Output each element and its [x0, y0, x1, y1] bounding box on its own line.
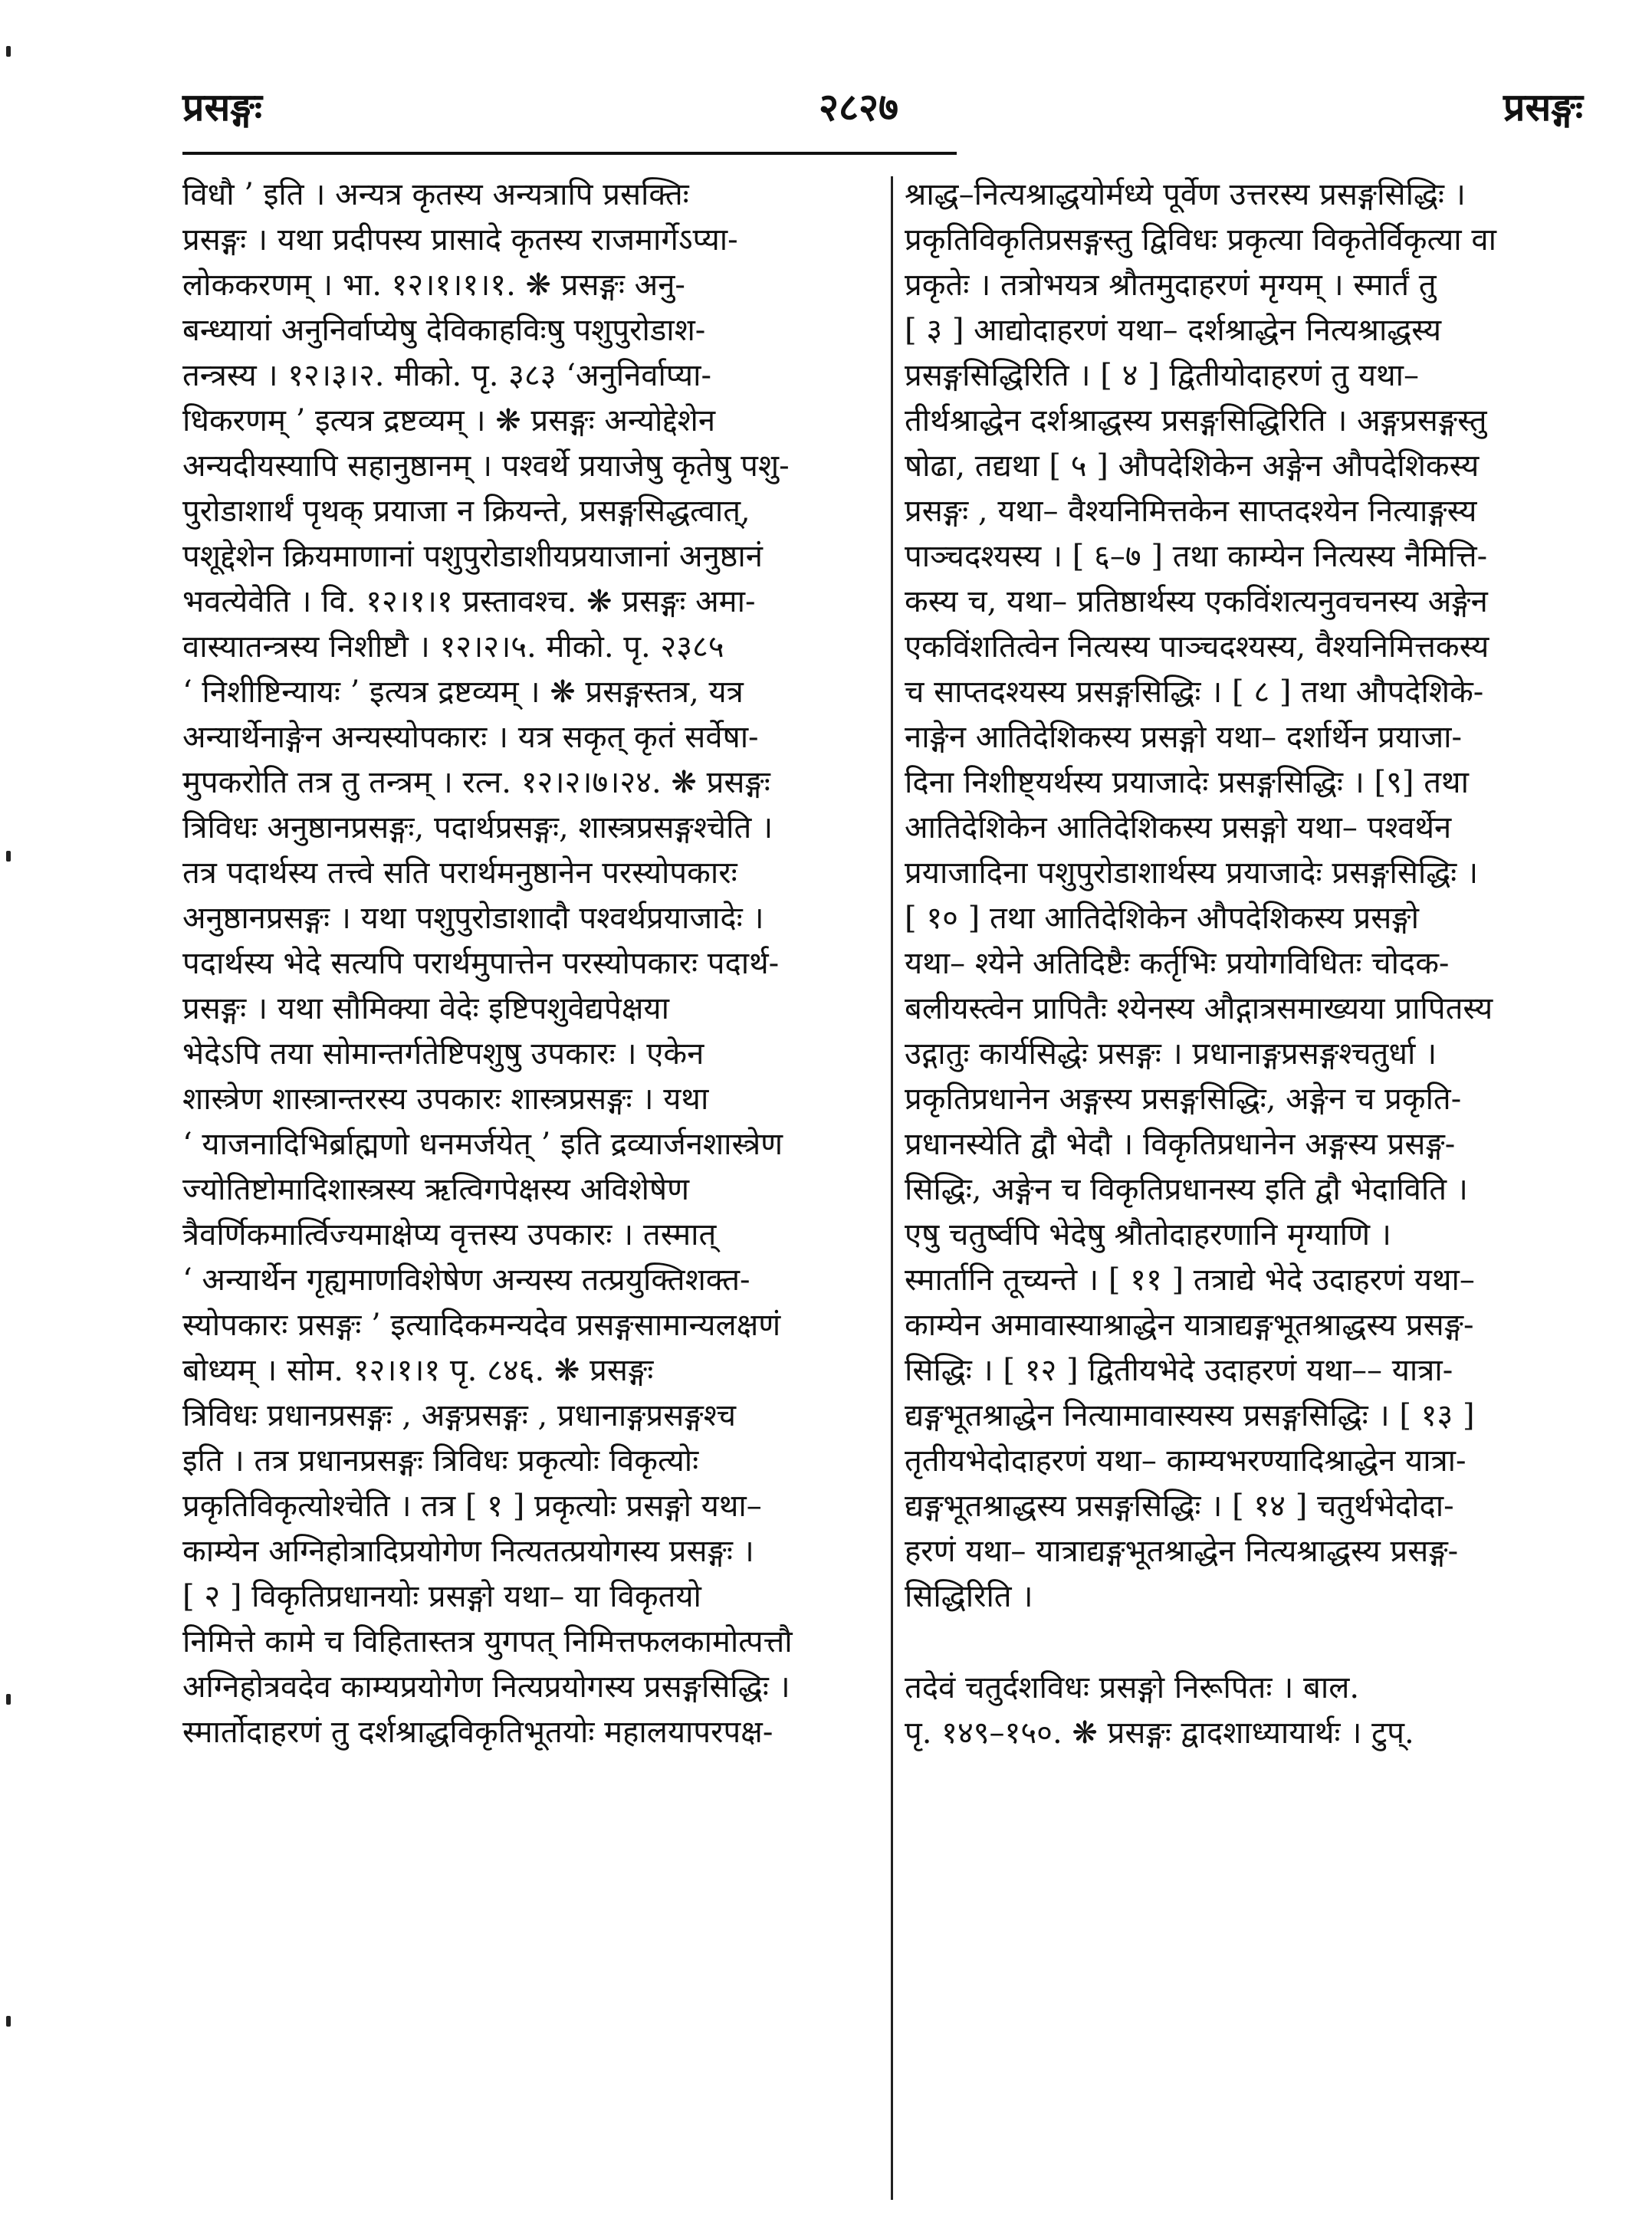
- text-line: आतिदेशिकेन आतिदेशिकस्य प्रसङ्गो यथा– पश्वर्थेन: [905, 810, 1452, 845]
- text-line: मुपकरोति तत्र तु तन्त्रम् । रत्न. १२।२।७।२४. ❋ प्रसङ्गः: [182, 765, 770, 800]
- text-line: काम्येन अग्निहोत्रादिप्रयोगेण नित्यतत्प्रयोगस्य प्रसङ्गः ।: [182, 1534, 754, 1569]
- text-line: निमित्ते कामे च विहितास्तत्र युगपत् निमित्तफलकामोत्पत्तौ: [182, 1624, 793, 1659]
- text-line: नाङ्गेन आतिदेशिकस्य प्रसङ्गो यथा– दर्शार्थेन प्रयाजा-: [905, 720, 1463, 755]
- text-line: द्यङ्गभूतश्राद्धेन नित्यामावास्यस्य प्रसङ्गसिद्धिः । [ १३ ]: [905, 1398, 1475, 1433]
- text-line: बन्ध्यायां अनुनिर्वाप्येषु देविकाहविःषु पशुपुरोडाश-: [182, 313, 706, 348]
- text-line: प्रकृतिप्रधानेन अङ्गस्य प्रसङ्गसिद्धिः, अङ्गेन च प्रकृति-: [905, 1082, 1462, 1117]
- text-line: त्रिविधः अनुष्ठानप्रसङ्गः, पदार्थप्रसङ्गः, शास्त्रप्रसङ्गश्चेति ।: [182, 810, 773, 845]
- text-line: [ ३ ] आद्योदाहरणं यथा– दर्शश्राद्धेन नित्यश्राद्धस्य: [905, 313, 1442, 348]
- text-line: तत्र पदार्थस्य तत्त्वे सति परार्थमनुष्ठानेन परस्योपकारः: [182, 855, 737, 891]
- header-rule: [182, 152, 957, 155]
- text-line: सिद्धिः । [ १२ ] द्वितीयभेदे उदाहरणं यथा–– यात्रा-: [905, 1353, 1453, 1388]
- text-line: काम्येन अमावास्याश्राद्धेन यात्राद्यङ्गभूतश्राद्धस्य प्रसङ्ग-: [905, 1308, 1474, 1343]
- text-line: ‘ याजनादिभिर्ब्राह्मणो धनमर्जयेत् ’ इति द्रव्यार्जनशास्त्रेण: [182, 1127, 783, 1162]
- text-line: प्रसङ्गः । यथा प्रदीपस्य प्रासादे कृतस्य राजमार्गेऽप्या-: [182, 222, 738, 258]
- text-line: पृ. १४९–१५०. ❋ प्रसङ्गः द्वादशाध्यायार्थः । टुप्.: [905, 1715, 1414, 1751]
- text-line: शास्त्रेण शास्त्रान्तरस्य उपकारः शास्त्रप्रसङ्गः । यथा: [182, 1082, 709, 1117]
- text-line: भवत्येवेति । वि. १२।१।१ प्रस्तावश्च. ❋ प्रसङ्गः अमा-: [182, 584, 756, 619]
- text-line: उद्गातुः कार्यसिद्धेः प्रसङ्गः । प्रधानाङ्गप्रसङ्गश्चतुर्धा ।: [905, 1036, 1437, 1072]
- text-line: पशूद्देशेन क्रियमाणानां पशुपुरोडाशीयप्रयाजानां अनुष्ठानं: [182, 539, 763, 574]
- text-line: इति । तत्र प्रधानप्रसङ्गः त्रिविधः प्रकृत्योः विकृत्योः: [182, 1443, 699, 1479]
- text-line: प्रकृतिविकृतिप्रसङ्गस्तु द्विविधः प्रकृत्या विकृतेर्विकृत्या वा: [905, 222, 1496, 258]
- text-line: वास्यातन्त्रस्य निशीष्टौ । १२।२।५. मीको. पृ. २३८५: [182, 629, 724, 665]
- text-line: पाञ्चदश्यस्य । [ ६–७ ] तथा काम्येन नित्यस्य नैमित्ति-: [905, 539, 1488, 574]
- column-divider: [891, 176, 893, 2200]
- text-line: त्रैवर्णिकमार्त्विज्यमाक्षेप्य वृत्तस्य उपकारः । तस्मात्: [182, 1217, 717, 1252]
- text-line: [ २ ] विकृतिप्रधानयोः प्रसङ्गो यथा– या विकृतयो: [182, 1579, 701, 1614]
- text-line: स्योपकारः प्रसङ्गः ’ इत्यादिकमन्यदेव प्रसङ्गसामान्यलक्षणं: [182, 1308, 781, 1343]
- text-line: प्रसङ्गः । यथा सौमिक्या वेदेः इष्टिपशुवेद्यपेक्षया: [182, 991, 669, 1026]
- text-line: पदार्थस्य भेदे सत्यपि परार्थमुपात्तेन परस्योपकारः पदार्थ-: [182, 946, 780, 981]
- text-line: प्रकृतिविकृत्योश्चेति । तत्र [ १ ] प्रकृत्योः प्रसङ्गो यथा–: [182, 1489, 762, 1524]
- text-line: त्रिविधः प्रधानप्रसङ्गः , अङ्गप्रसङ्गः , प्रधानाङ्गप्रसङ्गश्च: [182, 1398, 737, 1433]
- text-line: अन्यदीयस्यापि सहानुष्ठानम् । पश्वर्थे प्रयाजेषु कृतेषु पशु-: [182, 448, 790, 484]
- text-line: बलीयस्त्वेन प्रापितैः श्येनस्य औद्गात्रसमाख्यया प्रापितस्य: [905, 991, 1493, 1026]
- left-headword: प्रसङ्गः: [182, 84, 262, 130]
- page-number: २८२७: [819, 84, 898, 130]
- text-line: स्मार्तोदाहरणं तु दर्शश्राद्धविकृतिभूतयोः महालयापरपक्ष-: [182, 1715, 773, 1750]
- text-line: तदेवं चतुर्दशविधः प्रसङ्गो निरूपितः । बाल.: [905, 1670, 1360, 1705]
- text-line: च साप्तदश्यस्य प्रसङ्गसिद्धिः । [ ८ ] तथा औपदेशिके-: [905, 675, 1484, 710]
- text-line: प्रधानस्येति द्वौ भेदौ । विकृतिप्रधानेन अङ्गस्य प्रसङ्ग-: [905, 1127, 1456, 1162]
- text-line: सिद्धिः, अङ्गेन च विकृतिप्रधानस्य इति द्वौ भेदाविति ।: [905, 1172, 1468, 1207]
- text-line: लोककरणम् । भा. १२।१।१।१. ❋ प्रसङ्गः अनु-: [182, 268, 685, 303]
- paragraph-gap: [905, 1620, 1595, 1666]
- text-line: कस्य च, यथा– प्रतिष्ठार्थस्य एकविंशत्यनुवचनस्य अङ्गेन: [905, 584, 1488, 619]
- text-line: द्यङ्गभूतश्राद्धस्य प्रसङ्गसिद्धिः । [ १४ ] चतुर्थभेदोदा-: [905, 1489, 1454, 1524]
- text-line: धिकरणम् ’ इत्यत्र द्रष्टव्यम् । ❋ प्रसङ्गः अन्योद्देशेन: [182, 403, 716, 438]
- scan-mark: [6, 2016, 11, 2027]
- text-line: स्मार्तानि तूच्यन्ते । [ ११ ] तत्राद्ये भेदे उदाहरणं यथा–: [905, 1262, 1475, 1298]
- left-column: [182, 172, 876, 1755]
- text-line: अन्यार्थेनाङ्गेन अन्यस्योपकारः । यत्र सकृत् कृतं सर्वेषा-: [182, 720, 759, 755]
- text-line: प्रकृतेः । तत्रोभयत्र श्रौतमुदाहरणं मृग्यम् । स्मार्तं तु: [905, 268, 1437, 303]
- text-line: प्रसङ्गः , यथा– वैश्यनिमित्तकेन साप्तदश्येन नित्याङ्गस्य: [905, 494, 1477, 529]
- text-line: श्राद्ध–नित्यश्राद्धयोर्मध्ये पूर्वेण उत्तरस्य प्रसङ्गसिद्धिः ।: [905, 177, 1466, 212]
- text-line: बोध्यम् । सोम. १२।१।१ पृ. ८४६. ❋ प्रसङ्गः: [182, 1353, 654, 1388]
- text-line: सिद्धिरिति ।: [905, 1579, 1033, 1614]
- right-headword: प्रसङ्गः: [1503, 84, 1583, 130]
- text-line: ज्योतिष्टोमादिशास्त्रस्य ऋत्विगपेक्षस्य अविशेषेण: [182, 1172, 689, 1207]
- text-line: भेदेऽपि तया सोमान्तर्गतेष्टिपशुषु उपकारः । एकेन: [182, 1036, 704, 1072]
- text-line: तन्त्रस्य । १२।३।२. मीको. पृ. ३८३ ‘अनुनिर्वाप्या-: [182, 358, 711, 393]
- text-line: हरणं यथा– यात्राद्यङ्गभूतश्राद्धेन नित्यश्राद्धस्य प्रसङ्ग-: [905, 1534, 1459, 1569]
- scan-mark: [6, 46, 11, 57]
- text-line: [ १० ] तथा आतिदेशिकेन औपदेशिकस्य प्रसङ्गो: [905, 901, 1419, 936]
- text-line: अग्निहोत्रवदेव काम्यप्रयोगेण नित्यप्रयोगस्य प्रसङ्गसिद्धिः ।: [182, 1669, 790, 1705]
- text-line: तृतीयभेदोदाहरणं यथा– काम्यभरण्यादिश्राद्धेन यात्रा-: [905, 1443, 1466, 1479]
- text-line: ‘ निशीष्टिन्यायः ’ इत्यत्र द्रष्टव्यम् । ❋ प्रसङ्गस्तत्र, यत्र: [182, 675, 744, 710]
- text-line: विधौ ’ इति । अन्यत्र कृतस्य अन्यत्रापि प्रसक्तिः: [182, 177, 689, 212]
- page-header: [0, 0, 1652, 153]
- text-line: तीर्थश्राद्धेन दर्शश्राद्धस्य प्रसङ्गसिद्धिरिति । अङ्गप्रसङ्गस्तु: [905, 403, 1487, 438]
- text-line: प्रसङ्गसिद्धिरिति । [ ४ ] द्वितीयोदाहरणं तु यथा–: [905, 358, 1420, 393]
- scan-mark: [6, 851, 11, 862]
- text-line: प्रयाजादिना पशुपुरोडाशार्थस्य प्रयाजादेः प्रसङ्गसिद्धिः ।: [905, 855, 1479, 891]
- scan-mark: [6, 1694, 11, 1705]
- text-line: दिना निशीष्ट्यर्थस्य प्रयाजादेः प्रसङ्गसिद्धिः । [९] तथा: [905, 765, 1469, 800]
- text-line: ‘ अन्यार्थेन गृह्यमाणविशेषेण अन्यस्य तत्प्रयुक्तिशक्त-: [182, 1262, 750, 1298]
- text-line: अनुष्ठानप्रसङ्गः । यथा पशुपुरोडाशादौ पश्वर्थप्रयाजादेः ।: [182, 901, 764, 936]
- right-column: [905, 172, 1595, 1756]
- text-line: षोढा, तद्यथा [ ५ ] औपदेशिकेन अङ्गेन औपदेशिकस्य: [905, 448, 1480, 484]
- text-line: पुरोडाशार्थं पृथक् प्रयाजा न क्रियन्ते, प्रसङ्गसिद्धत्वात्,: [182, 494, 750, 529]
- text-line: एषु चतुर्ष्वपि भेदेषु श्रौतोदाहरणानि मृग्याणि ।: [905, 1217, 1391, 1252]
- text-line: यथा– श्येने अतिदिष्टैः कर्तृभिः प्रयोगविधितः चोदक-: [905, 946, 1450, 981]
- text-line: एकविंशतित्वेन नित्यस्य पाञ्चदश्यस्य, वैश्यनिमित्तकस्य: [905, 629, 1489, 665]
